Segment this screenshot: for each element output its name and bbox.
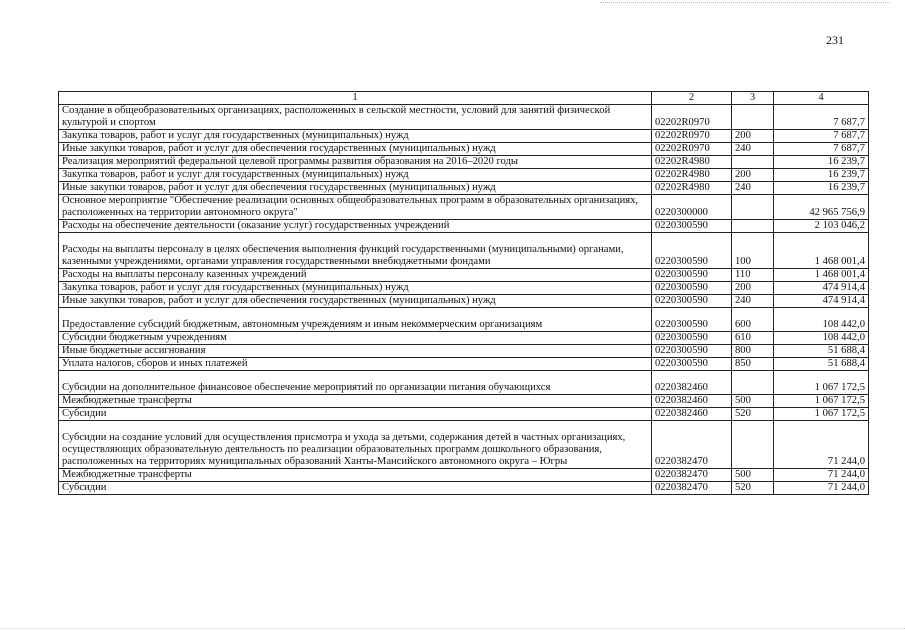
cell-amount: 108 442,0 (774, 332, 869, 345)
cell-name: Создание в общеобразовательных организациях, расположенных в сельской местности, условий для занятий физической культурой и спортом (59, 105, 652, 130)
cell-name: Расходы на выплаты персоналу казенных учреждений (59, 269, 652, 282)
cell-vr: 200 (732, 282, 774, 295)
table-row (59, 421, 869, 469)
table-row (59, 408, 869, 421)
table-row (59, 169, 869, 182)
table-row (59, 469, 869, 482)
cell-amount: 108 442,0 (774, 308, 869, 332)
cell-code: 0220300590 (652, 358, 732, 371)
cell-vr: 200 (732, 169, 774, 182)
cell-code: 0220382470 (652, 421, 732, 469)
cell-name: Субсидии (59, 408, 652, 421)
cell-amount: 71 244,0 (774, 421, 869, 469)
cell-vr: 520 (732, 482, 774, 495)
cell-name: Основное мероприятие "Обеспечение реализации основных общеобразовательных программ в образовательных организациях, расположенных на территории автономного округа" (59, 195, 652, 220)
cell-name: Иные бюджетные ассигнования (59, 345, 652, 358)
cell-vr: 610 (732, 332, 774, 345)
cell-name: Реализация мероприятий федеральной целевой программы развития образования на 2016–2020 годы (59, 156, 652, 169)
cell-amount: 1 067 172,5 (774, 408, 869, 421)
cell-code: 0220300590 (652, 332, 732, 345)
cell-code: 0220382470 (652, 469, 732, 482)
table-row (59, 371, 869, 395)
budget-table (58, 91, 869, 495)
cell-code: 02202R4980 (652, 156, 732, 169)
cell-code: 0220300590 (652, 282, 732, 295)
cell-amount: 71 244,0 (774, 469, 869, 482)
cell-vr: 600 (732, 308, 774, 332)
cell-amount: 16 239,7 (774, 182, 869, 195)
cell-name: Закупка товаров, работ и услуг для государственных (муниципальных) нужд (59, 169, 652, 182)
table-row (59, 332, 869, 345)
table-row (59, 295, 869, 308)
cell-vr: 500 (732, 469, 774, 482)
cell-vr: 240 (732, 143, 774, 156)
cell-name: Закупка товаров, работ и услуг для государственных (муниципальных) нужд (59, 282, 652, 295)
header-cell-name: 1 (59, 92, 652, 105)
table-row (59, 482, 869, 495)
cell-vr: 200 (732, 130, 774, 143)
cell-name: Уплата налогов, сборов и иных платежей (59, 358, 652, 371)
cell-code: 02202R0970 (652, 143, 732, 156)
cell-code: 0220300590 (652, 233, 732, 269)
cell-code: 0220382460 (652, 371, 732, 395)
cell-amount: 16 239,7 (774, 156, 869, 169)
cell-code: 02202R0970 (652, 105, 732, 130)
table-row (59, 269, 869, 282)
cell-vr: 850 (732, 358, 774, 371)
table-row (59, 395, 869, 408)
cell-amount: 1 067 172,5 (774, 371, 869, 395)
cell-code: 0220300000 (652, 195, 732, 220)
cell-name: Расходы на обеспечение деятельности (оказание услуг) государственных учреждений (59, 220, 652, 233)
cell-name: Субсидии на создание условий для осуществления присмотра и ухода за детьми, содержания детей в частных организациях, осуществляющих образовательную деятельность по реализации образовательных программ дошкольного образования, расположенных на территориях муниципальных образований Ханты-Мансийского автономного округа – Югры (59, 421, 652, 469)
table-row (59, 156, 869, 169)
cell-name: Субсидии на дополнительное финансовое обеспечение мероприятий по организации питания обучающихся (59, 371, 652, 395)
table-row (59, 130, 869, 143)
table-row (59, 182, 869, 195)
cell-name: Субсидии (59, 482, 652, 495)
cell-name: Межбюджетные трансферты (59, 395, 652, 408)
cell-code: 0220382470 (652, 482, 732, 495)
cell-name: Иные закупки товаров, работ и услуг для обеспечения государственных (муниципальных) нужд (59, 143, 652, 156)
header-cell-code: 2 (652, 92, 732, 105)
cell-code: 0220300590 (652, 295, 732, 308)
table-row (59, 282, 869, 295)
cell-name: Закупка товаров, работ и услуг для государственных (муниципальных) нужд (59, 130, 652, 143)
cell-code: 0220300590 (652, 345, 732, 358)
cell-code: 0220382460 (652, 395, 732, 408)
page-number: 231 (826, 33, 844, 47)
cell-amount: 1 468 001,4 (774, 269, 869, 282)
table-row (59, 345, 869, 358)
cell-amount: 7 687,7 (774, 130, 869, 143)
cell-code: 0220300590 (652, 308, 732, 332)
cell-vr (732, 195, 774, 220)
cell-code: 0220382460 (652, 408, 732, 421)
cell-name: Предоставление субсидий бюджетным, автономным учреждениям и иным некоммерческим организациям (59, 308, 652, 332)
cell-vr: 240 (732, 295, 774, 308)
table-row (59, 195, 869, 220)
cell-amount: 474 914,4 (774, 282, 869, 295)
cell-amount: 51 688,4 (774, 358, 869, 371)
cell-vr (732, 421, 774, 469)
table-row (59, 358, 869, 371)
cell-vr: 110 (732, 269, 774, 282)
cell-vr: 800 (732, 345, 774, 358)
cell-amount: 1 067 172,5 (774, 395, 869, 408)
cell-vr (732, 156, 774, 169)
cell-name: Иные закупки товаров, работ и услуг для обеспечения государственных (муниципальных) нужд (59, 182, 652, 195)
cell-code: 02202R4980 (652, 169, 732, 182)
scan-artifact-bottom (0, 628, 905, 631)
cell-code: 02202R0970 (652, 130, 732, 143)
cell-vr (732, 105, 774, 130)
cell-vr: 240 (732, 182, 774, 195)
table-row (59, 220, 869, 233)
cell-amount: 1 468 001,4 (774, 233, 869, 269)
table-row (59, 143, 869, 156)
cell-amount: 7 687,7 (774, 143, 869, 156)
cell-vr: 500 (732, 395, 774, 408)
cell-amount: 42 965 756,9 (774, 195, 869, 220)
cell-amount: 474 914,4 (774, 295, 869, 308)
cell-vr (732, 220, 774, 233)
table-row (59, 308, 869, 332)
cell-amount: 51 688,4 (774, 345, 869, 358)
table-row (59, 105, 869, 130)
cell-amount: 2 103 046,2 (774, 220, 869, 233)
header-cell-vr: 3 (732, 92, 774, 105)
cell-name: Иные закупки товаров, работ и услуг для обеспечения государственных (муниципальных) нужд (59, 295, 652, 308)
cell-vr: 520 (732, 408, 774, 421)
table-row (59, 233, 869, 269)
cell-vr: 100 (732, 233, 774, 269)
cell-name: Расходы на выплаты персоналу в целях обеспечения выполнения функций государственными (муниципальными) органами, казенными учреждениями, органами управления государственными внебюджетными фондами (59, 233, 652, 269)
cell-name: Межбюджетные трансферты (59, 469, 652, 482)
cell-name: Субсидии бюджетным учреждениям (59, 332, 652, 345)
header-cell-amount: 4 (774, 92, 869, 105)
cell-amount: 7 687,7 (774, 105, 869, 130)
cell-code: 02202R4980 (652, 182, 732, 195)
cell-amount: 71 244,0 (774, 482, 869, 495)
table-header-row (59, 92, 869, 105)
cell-code: 0220300590 (652, 220, 732, 233)
cell-vr (732, 371, 774, 395)
cell-code: 0220300590 (652, 269, 732, 282)
cell-amount: 16 239,7 (774, 169, 869, 182)
scan-artifact-top (600, 2, 890, 5)
